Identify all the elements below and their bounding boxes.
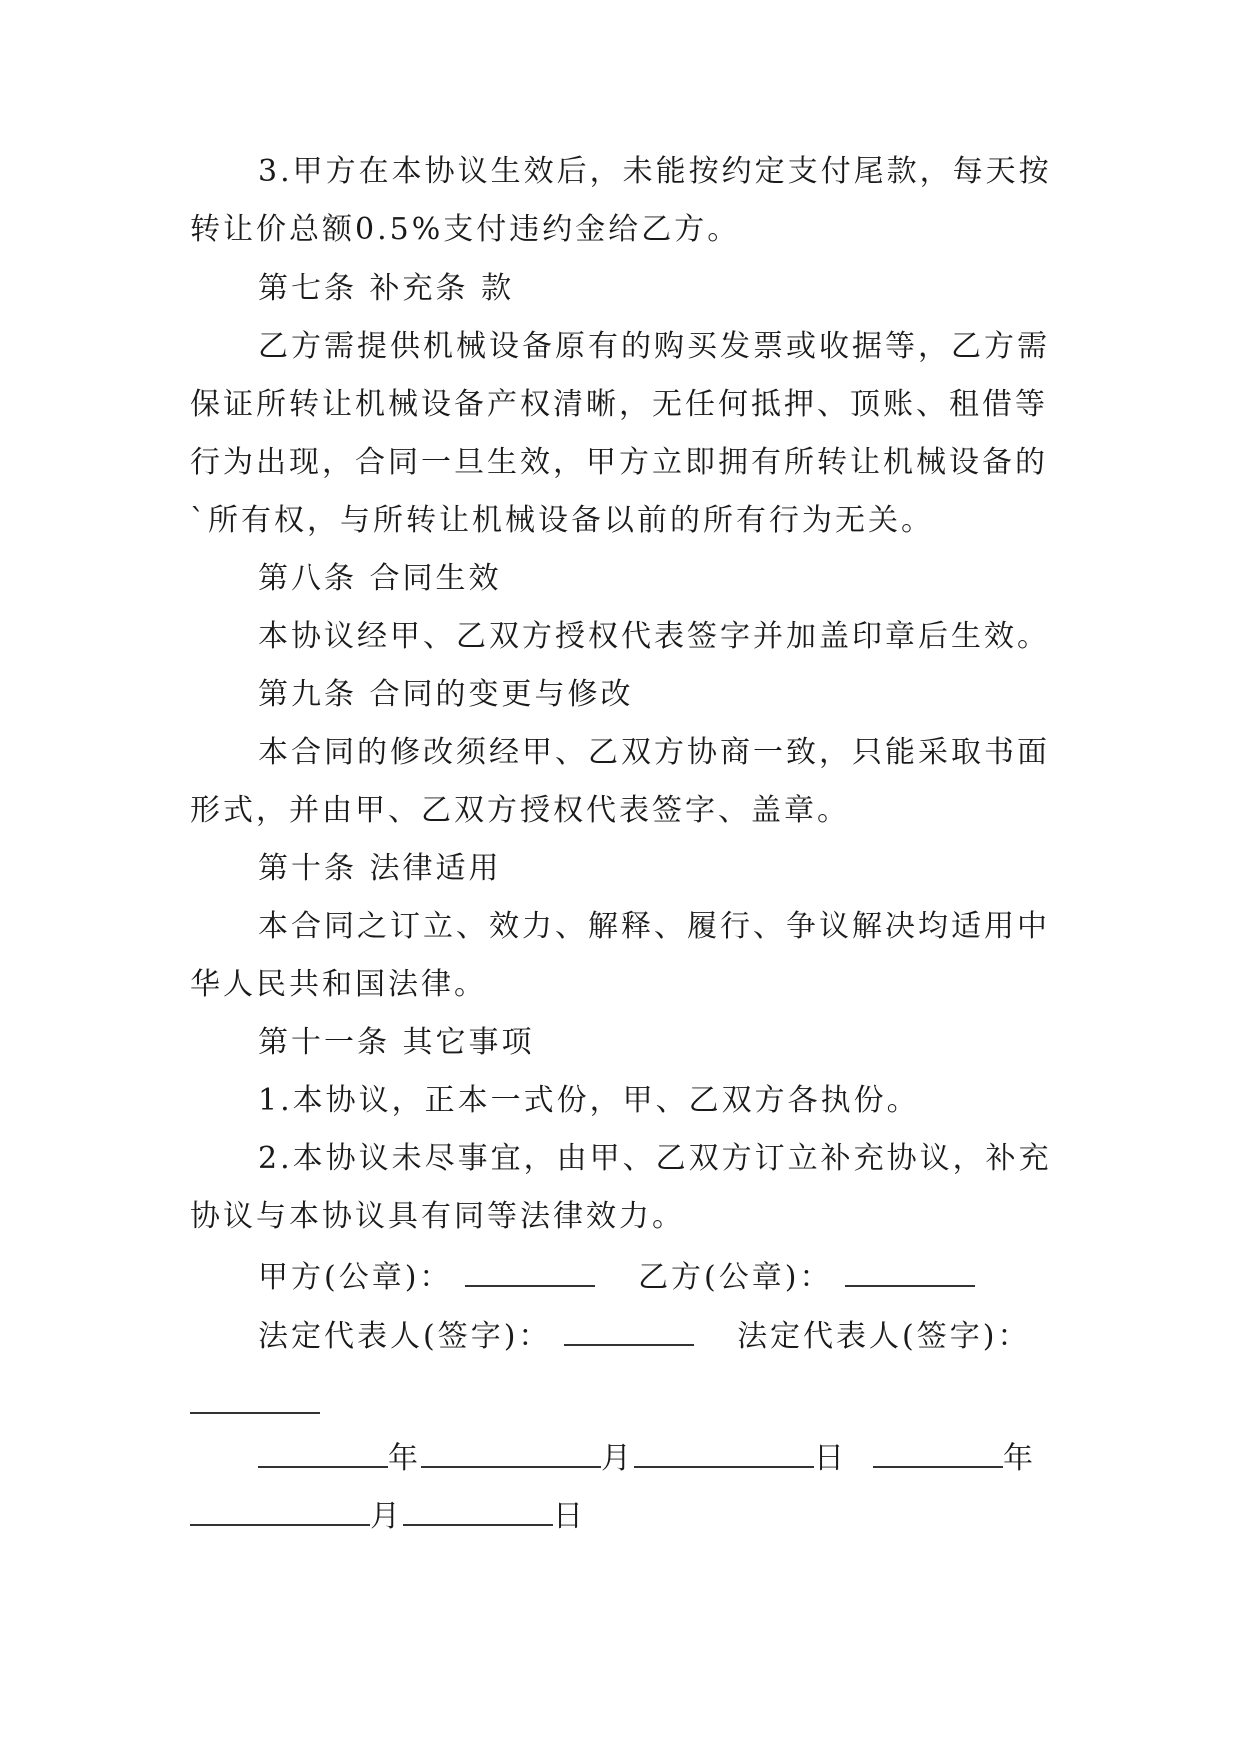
clause-7-body-line-1: 乙方需提供机械设备原有的购买发票或收据等，乙方需 xyxy=(258,329,1050,364)
date-a-day-label: 日 xyxy=(814,1441,847,1476)
clause-11-item-2-line-2: 协议与本协议具有同等法律效力。 xyxy=(190,1199,685,1234)
date-b-year-label: 年 xyxy=(1003,1441,1036,1476)
clause-7-body-line-3: 行为出现，合同一旦生效，甲方立即拥有所转让机械设备的 xyxy=(190,445,1048,480)
party-b-seal-label: 乙方(公章)： xyxy=(638,1260,833,1295)
date-b-day-blank xyxy=(403,1494,553,1526)
clause-7-body-line-4: `所有权，与所转让机械设备以前的所有行为无关。 xyxy=(190,503,934,538)
rep-a-label: 法定代表人(签字)： xyxy=(258,1319,552,1354)
clause-11-heading: 第十一条 其它事项 xyxy=(258,1025,535,1060)
rep-a-blank xyxy=(564,1314,694,1346)
clause-10-heading: 第十条 法律适用 xyxy=(258,851,502,886)
date-b-month-label: 月 xyxy=(370,1499,403,1534)
clause-9-body-line-1: 本合同的修改须经甲、乙双方协商一致，只能采取书面 xyxy=(258,735,1050,770)
clause-6-item-3-line-2: 转让价总额0.5%支付违约金给乙方。 xyxy=(190,212,741,247)
clause-7-body-line-2: 保证所转让机械设备产权清晰，无任何抵押、顶账、租借等 xyxy=(190,387,1048,422)
clause-10-body-line-1: 本合同之订立、效力、解释、履行、争议解决均适用中 xyxy=(258,909,1050,944)
date-a-year-blank xyxy=(258,1436,388,1468)
clause-6-item-3-line-1: 3.甲方在本协议生效后，未能按约定支付尾款，每天按 xyxy=(258,154,1052,189)
date-b-day-label: 日 xyxy=(553,1499,586,1534)
rep-b-label: 法定代表人(签字)： xyxy=(737,1319,1031,1354)
date-a-year-label: 年 xyxy=(388,1441,421,1476)
date-b-month-blank xyxy=(190,1494,370,1526)
clause-9-heading: 第九条 合同的变更与修改 xyxy=(258,677,634,712)
party-b-seal-blank xyxy=(845,1255,975,1287)
date-a-month-label: 月 xyxy=(601,1441,634,1476)
clause-8-body: 本协议经甲、乙双方授权代表签字并加盖印章后生效。 xyxy=(258,619,1050,654)
date-line-1 xyxy=(258,1436,1158,1479)
clause-9-body-line-2: 形式，并由甲、乙双方授权代表签字、盖章。 xyxy=(190,793,850,828)
clause-8-heading: 第八条 合同生效 xyxy=(258,561,502,596)
date-line-2 xyxy=(190,1494,1090,1537)
clause-7-heading: 第七条 补充条 款 xyxy=(258,271,515,306)
date-a-day-blank xyxy=(634,1436,814,1468)
clause-10-body-line-2: 华人民共和国法律。 xyxy=(190,967,487,1002)
seal-line xyxy=(258,1255,1158,1298)
representative-line xyxy=(258,1314,1158,1357)
date-b-year-blank xyxy=(873,1436,1003,1468)
party-a-seal-label: 甲方(公章)： xyxy=(258,1260,453,1295)
clause-11-item-1: 1.本协议，正本一式份，甲、乙双方各执份。 xyxy=(258,1083,920,1118)
clause-11-item-2-line-1: 2.本协议未尽事宜，由甲、乙双方订立补充协议，补充 xyxy=(258,1141,1052,1176)
date-a-month-blank xyxy=(421,1436,601,1468)
rep-b-blank xyxy=(190,1412,320,1414)
party-a-seal-blank xyxy=(465,1255,595,1287)
